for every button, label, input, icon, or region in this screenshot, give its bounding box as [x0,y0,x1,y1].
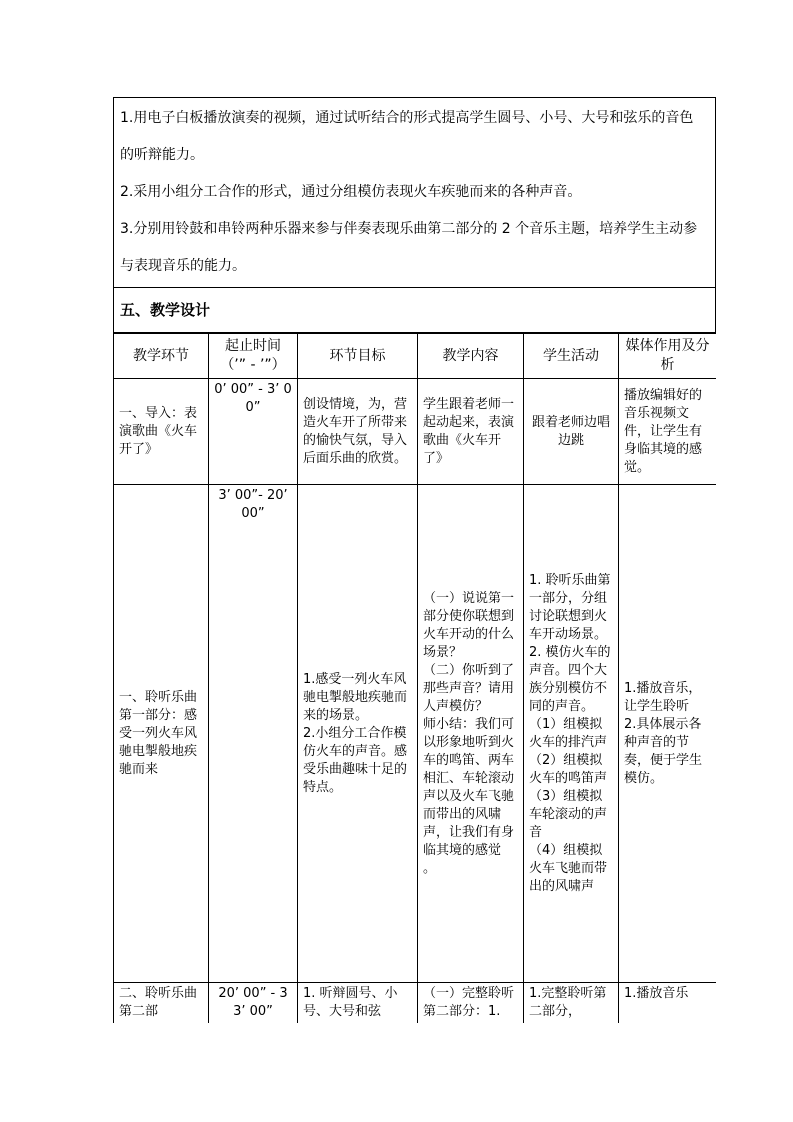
teaching-goals-cell [114,98,716,288]
header-time: 起止时间（’” - ’”） [209,334,298,379]
row2-activity-line: （2）组模拟火车的鸣笛声 [529,752,608,786]
table-row [114,983,717,1024]
header-goal: 环节目标 [298,334,418,379]
row1-time: 0’ 00” - 3’ 00” [209,379,298,485]
row2-media-line: 1.播放音乐，让学生聆听 [624,680,702,714]
section-title: 五、教学设计 [114,288,716,333]
document-page [113,97,716,1023]
goals-table [113,97,716,333]
row2-content-line: 师小结：我们可以形象地听到火车的鸣笛、两车相汇、车轮滚动声以及火车飞驰而带出的风啸声，让我们有身临其境的感觉 。 [423,716,515,876]
row1-stage: 一、导入：表演歌曲《火车开了》 [114,379,209,485]
row1-content: 学生跟着老师一起动起来，表演歌曲《火车开了》 [418,379,524,485]
table-row [114,379,717,485]
header-content: 教学内容 [418,334,524,379]
row3-stage: 二、聆听乐曲第二部 [114,983,209,1024]
row3-time: 20’ 00” - 33’ 00” [209,983,298,1024]
row2-activity-line: （3）组模拟车轮滚动的声音 [529,788,608,840]
row2-goal-line: 2.小组分工合作模仿火车的声音。感受乐曲趣味十足的特点。 [303,725,408,795]
table-row [114,485,717,983]
header-activity: 学生活动 [524,334,619,379]
row2-activity-line: （4）组模拟火车飞驰而带出的风啸声 [529,842,608,894]
row2-activity-line: 1. 聆听乐曲第一部分，分组讨论联想到火车开动场景。 [529,572,611,642]
row2-media-line: 2.具体展示各种声音的节奏，便于学生模仿。 [624,716,703,786]
row3-activity: 1.完整聆听第二部分， [524,983,619,1024]
row3-content: （一）完整聆听第二部分：1. [418,983,524,1024]
header-stage: 教学环节 [114,334,209,379]
row2-time: 3’ 00”- 20’ 00” [209,485,298,983]
row3-goal: 1. 听辩圆号、小号、大号和弦 [298,983,418,1024]
row2-content [418,485,524,983]
row1-media: 播放编辑好的音乐视频文件，让学生有身临其境的感觉。 [619,379,717,485]
row2-activity-line: （1）组模拟火车的排汽声 [529,716,608,750]
table-header-row [114,334,717,379]
row2-stage: 一、聆听乐曲第一部分：感受一列火车风驰电掣般地疾驰而来 [114,485,209,983]
row2-goal [298,485,418,983]
row2-activity-line: 2. 模仿火车的声音。四个大族分别模仿不同的声音。 [529,644,611,714]
goal-item-3: 3.分别用铃鼓和串铃两种乐器来参与伴奏表现乐曲第二部分的 2 个音乐主题，培养学生主动参与表现音乐的能力。 [120,221,698,274]
row2-activity [524,485,619,983]
row1-activity: 跟着老师边唱边跳 [524,379,619,485]
row1-goal: 创设情境，为，营造火车开了所带来的愉快气氛，导入后面乐曲的欣赏。 [298,379,418,485]
row2-media [619,485,717,983]
row2-goal-line: 1.感受一列火车风驰电掣般地疾驰而来的场景。 [303,671,408,723]
goal-item-1: 1.用电子白板播放演奏的视频，通过试听结合的形式提高学生圆号、小号、大号和弦乐的音色的听辩能力。 [120,110,694,163]
goal-item-2: 2.采用小组分工合作的形式，通过分组模仿表现火车疾驰而来的各种声音。 [120,184,582,200]
row3-media: 1.播放音乐 [619,983,717,1024]
row2-content-line: （二）你听到了那些声音？请用人声模仿？ [423,662,515,714]
header-media: 媒体作用及分析 [619,334,717,379]
row2-content-line: （一）说说第一部分使你联想到火车开动的什么场景？ [423,590,515,660]
teaching-design-table [113,333,716,1023]
